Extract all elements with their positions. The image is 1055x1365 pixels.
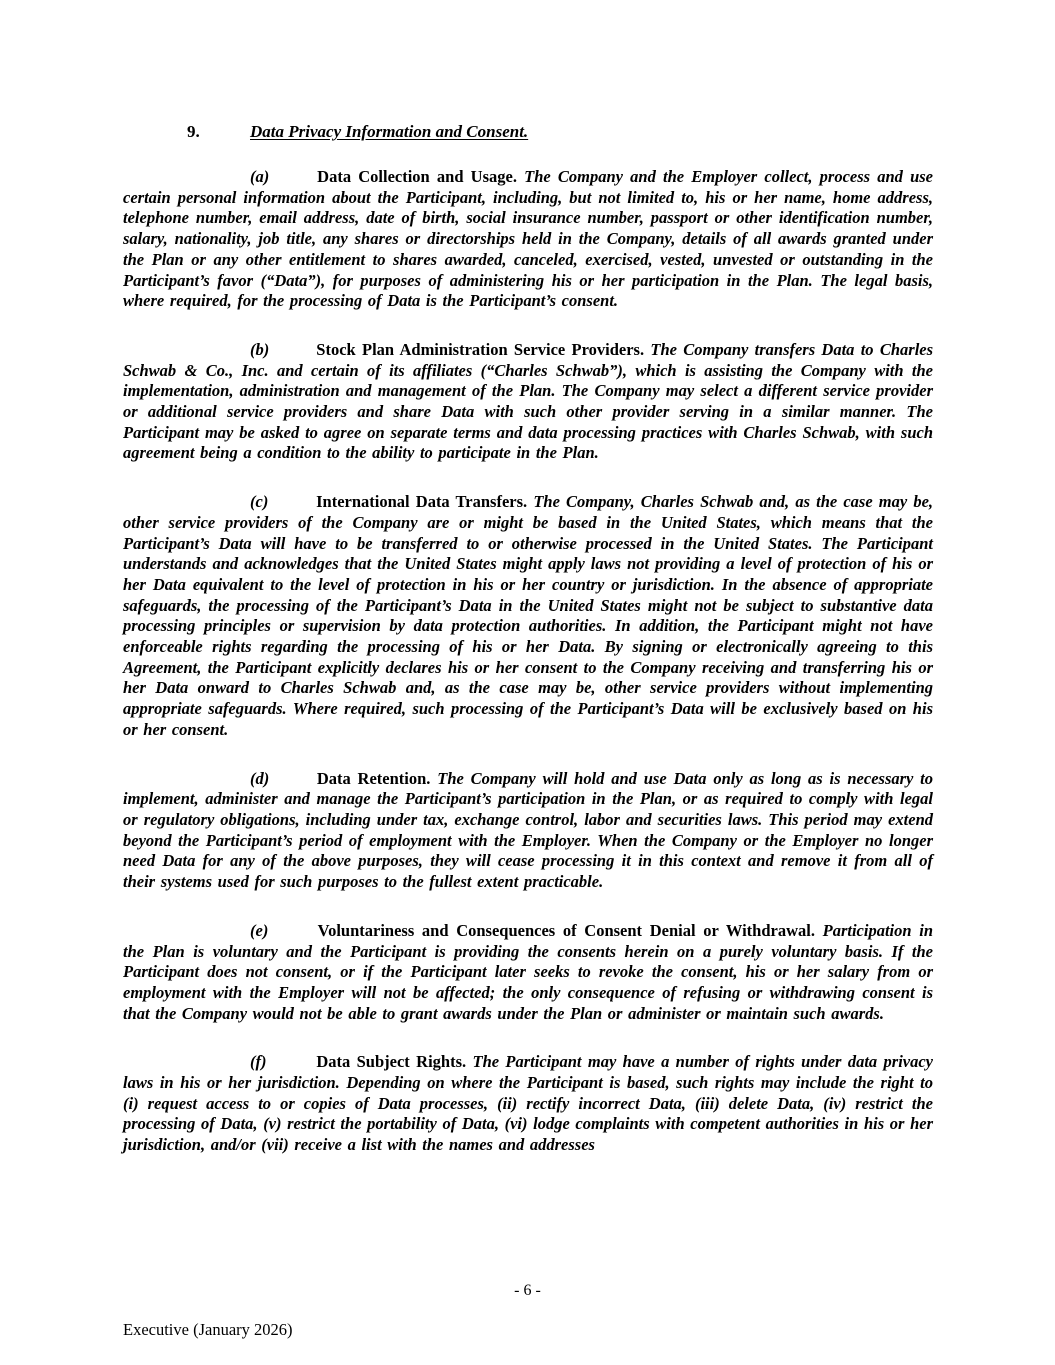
paragraph-title: Data Retention. bbox=[316, 768, 431, 788]
document-paragraph bbox=[123, 492, 933, 740]
section-heading-title: Data Privacy Information and Consent. bbox=[250, 122, 529, 141]
paragraph-body: Participation in the Plan is voluntary and the Participant is providing the consents herein on a purely voluntary basis. If the Participant does not consent, or if the Participant later seeks to revoke the consent, his or her salary from or employment with the Employer will not be affected; the only consequence of refusing or withdrawing consent is that the Company would not be able to grant awards under the Plan or administer or maintain such awards. bbox=[123, 920, 933, 1023]
document-body bbox=[123, 167, 933, 1156]
page-number: - 6 - bbox=[514, 1282, 541, 1299]
paragraph-label: (e) bbox=[250, 920, 269, 940]
section-heading-number: 9. bbox=[187, 122, 200, 141]
paragraph-title: Data Subject Rights. bbox=[316, 1052, 467, 1072]
document-paragraph bbox=[123, 769, 933, 893]
document-paragraph bbox=[123, 167, 933, 312]
paragraph-body: The Participant may have a number of rights under data privacy laws in his or her jurisdiction. Depending on where the Participant is based, such rights may include the right to (i) request access to or copies of Data processes, (ii) rectify incorrect Data, (iii) delete Data, (iv) restrict the processing of Data, (v) restrict the portability of Data, (vi) lodge complaints with competent authorities in his or her jurisdiction, and/or (vii) receive a list with the names and addresses bbox=[123, 1052, 933, 1155]
document-paragraph bbox=[123, 921, 933, 1025]
paragraph-label: (d) bbox=[250, 768, 270, 788]
paragraph-title: Stock Plan Administration Service Providers. bbox=[316, 339, 645, 359]
paragraph-title: International Data Transfers. bbox=[316, 492, 528, 512]
paragraph-title: Data Collection and Usage. bbox=[317, 167, 517, 186]
paragraph-body: The Company and the Employer collect, process and use certain personal information about the Participant, including, but not limited to, his or her name, home address, telephone number, email address, date of birth, social insurance number, passport or other identification number, salary, nationality, job title, any shares or directorships held in the Company, details of all awards granted under the Plan or any other entitlement to shares awarded, canceled, exercised, vested, unvested or outstanding in the Participant’s favor (“Data”), for purposes of administering his or her participation in the Plan. The legal basis, where required, for the processing of Data is the Participant’s consent. bbox=[123, 167, 934, 311]
paragraph-title: Voluntariness and Consequences of Consent Denial or Withdrawal. bbox=[317, 920, 815, 940]
paragraph-label: (a) bbox=[250, 167, 270, 186]
paragraph-label: (f) bbox=[250, 1052, 267, 1072]
document-paragraph bbox=[123, 340, 933, 464]
paragraph-body: The Company transfers Data to Charles Schwab & Co., Inc. and certain of its affiliates (“Charles Schwab”), which is assisting the Company with the implementation, administration and management of the Plan. The Company may select a different service provider or additional service providers and share Data with such other provider serving in a similar manner. The Participant may be asked to agree on separate terms and data processing practices with Charles Schwab, with such agreement being a condition to the ability to participate in the Plan. bbox=[123, 339, 934, 463]
section-heading bbox=[187, 121, 933, 142]
paragraph-label: (b) bbox=[250, 339, 270, 359]
paragraph-label: (c) bbox=[250, 492, 269, 512]
paragraph-body: The Company, Charles Schwab and, as the case may be, other service providers of the Company are or might be based in the United States, which means that the Participant’s Data will have to be transferred to or otherwise processed in the United States. The Participant understands and acknowledges that the United States might apply laws not providing a level of protection of his or her Data equivalent to the level of protection in his or her country or jurisdiction. In the absence of appropriate safeguards, the processing of the Participant’s Data in the United States might not be subject to substantive data processing principles or supervision by data protection authorities. In addition, the Participant might not have enforceable rights regarding the processing of his or her Data. By signing or electronically agreeing to this Agreement, the Participant explicitly declares his or her consent to the Company receiving and transferring his or her Data onward to Charles Schwab and, as the case may be, other service providers without implementing appropriate safeguards. Where required, such processing of the Participant’s Data will be exclusively based on his or her consent. bbox=[123, 492, 934, 739]
document-paragraph bbox=[123, 1052, 933, 1156]
footer-note: Executive (January 2026) bbox=[123, 1320, 293, 1339]
paragraph-body: The Company will hold and use Data only as long as is necessary to implement, administer and manage the Participant’s participation in the Plan, or as required to comply with legal or regulatory obligations, including under tax, exchange control, labor and securities laws. This period may extend beyond the Participant’s period of employment with the Employer. When the Company or the Employer no longer need Data for any of the above purposes, they will cease processing it in this context and remove it from all of their systems used for such purposes to the fullest extent practicable. bbox=[123, 768, 934, 892]
